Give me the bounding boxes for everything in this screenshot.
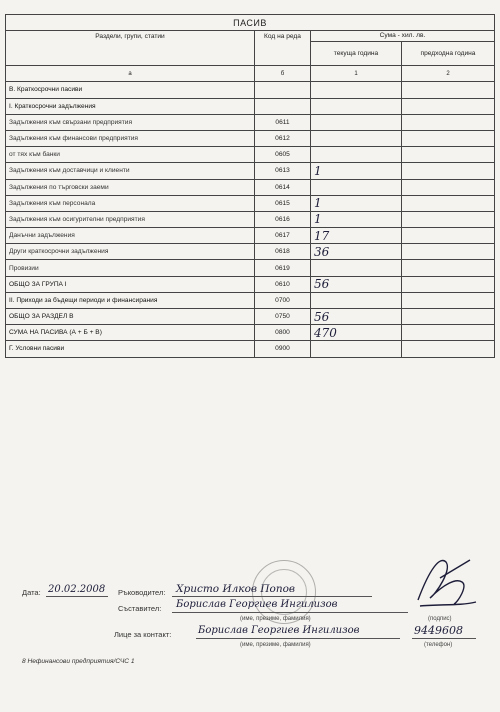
row-label: Данъчни задължения [6, 228, 255, 244]
row-label: Задължения към персонала [6, 195, 255, 211]
row-current [311, 179, 402, 195]
manager-label: Ръководител: [118, 588, 166, 597]
compiler-name: Борислав Георгиев Ингилизов [176, 599, 338, 610]
table-row [6, 114, 495, 130]
letter-1: 1 [311, 66, 402, 82]
row-current [311, 114, 402, 130]
row-previous [402, 211, 495, 227]
row-previous [402, 82, 495, 98]
row-label: В. Краткосрочни пасиви [6, 82, 255, 98]
letter-2: 2 [402, 66, 495, 82]
row-current: 1 [311, 163, 402, 179]
row-label: Задължения към финансови предприятия [6, 130, 255, 146]
row-current: 36 [311, 244, 402, 260]
row-previous [402, 114, 495, 130]
table-row [6, 147, 495, 163]
row-previous [402, 228, 495, 244]
row-previous [402, 163, 495, 179]
row-label: Г. Условни пасиви [6, 341, 255, 357]
row-label: ОБЩО ЗА РАЗДЕЛ В [6, 309, 255, 325]
row-current [311, 98, 402, 114]
row-label: Задължения към доставчици и клиенти [6, 163, 255, 179]
row-current: 1 [311, 195, 402, 211]
row-label: II. Приходи за бъдещи периоди и финансирания [6, 292, 255, 308]
row-current [311, 147, 402, 163]
row-current [311, 260, 402, 276]
row-current [311, 130, 402, 146]
row-previous [402, 130, 495, 146]
row-previous [402, 147, 495, 163]
row-code: 0700 [255, 292, 311, 308]
header-sum: Сума - хил. лв. [311, 31, 495, 42]
row-current: 17 [311, 228, 402, 244]
phone-caption: (телефон) [424, 642, 453, 648]
table-row [6, 82, 495, 98]
row-previous [402, 195, 495, 211]
row-current: 56 [311, 276, 402, 292]
contact-label: Лице за контакт: [114, 630, 172, 639]
row-code: 0605 [255, 147, 311, 163]
row-label: СУМА НА ПАСИВА (А + Б + В) [6, 325, 255, 341]
row-code: 0614 [255, 179, 311, 195]
header-previous-year: предходна година [402, 42, 495, 66]
row-label: I. Краткосрочни задължения [6, 98, 255, 114]
row-previous [402, 276, 495, 292]
date-value: 20.02.2008 [48, 584, 106, 595]
header-sections: Раздели, групи, статии [6, 31, 255, 66]
page-footer: 8 Нефинансови предприятия/СЧС 1 [22, 658, 135, 665]
row-code: 0611 [255, 114, 311, 130]
date-line [46, 596, 108, 597]
row-code: 0610 [255, 276, 311, 292]
row-label: от тях към банки [6, 147, 255, 163]
table-row [6, 130, 495, 146]
signature-scribble [410, 548, 480, 616]
row-label: Други краткосрочни задължения [6, 244, 255, 260]
row-current [311, 341, 402, 357]
contact-name: Борислав Георгиев Ингилизов [198, 625, 360, 636]
row-label: Задължения към осигурителни предприятия [6, 211, 255, 227]
table-row [6, 98, 495, 114]
row-previous [402, 292, 495, 308]
phone-line [412, 638, 476, 639]
row-previous [402, 341, 495, 357]
table-row [6, 292, 495, 308]
letter-a: а [6, 66, 255, 82]
manager-name: Христо Илков Попов [176, 583, 296, 595]
row-current [311, 292, 402, 308]
row-current [311, 82, 402, 98]
table-row [6, 163, 495, 179]
header-code: Код на реда [255, 31, 311, 66]
phone-value: 9449608 [414, 624, 463, 637]
letter-b: б [255, 66, 311, 82]
compiler-label: Съставител: [118, 604, 162, 613]
table-row [6, 195, 495, 211]
row-current: 56 [311, 309, 402, 325]
liabilities-table [5, 14, 495, 358]
row-current: 1 [311, 211, 402, 227]
row-previous [402, 179, 495, 195]
row-code: 0617 [255, 228, 311, 244]
row-previous [402, 325, 495, 341]
row-label: Задължения към свързани предприятия [6, 114, 255, 130]
manager-line [172, 596, 372, 597]
table-row [6, 325, 495, 341]
row-code [255, 82, 311, 98]
name-caption-1: (име, презиме, фамилия) [240, 616, 311, 622]
contact-line [196, 638, 400, 639]
table-row [6, 211, 495, 227]
table-row [6, 244, 495, 260]
compiler-line [172, 612, 408, 613]
row-label: Задължения по търговски заеми [6, 179, 255, 195]
signature-caption: (подпис) [428, 616, 452, 622]
row-label: ОБЩО ЗА ГРУПА I [6, 276, 255, 292]
row-previous [402, 244, 495, 260]
row-code: 0618 [255, 244, 311, 260]
row-code: 0900 [255, 341, 311, 357]
row-previous [402, 260, 495, 276]
row-code: 0800 [255, 325, 311, 341]
row-code: 0615 [255, 195, 311, 211]
table-row [6, 309, 495, 325]
row-previous [402, 98, 495, 114]
row-code: 0612 [255, 130, 311, 146]
header-current-year: текуща година [311, 42, 402, 66]
row-code: 0619 [255, 260, 311, 276]
date-label: Дата: [22, 588, 41, 597]
row-code: 0616 [255, 211, 311, 227]
row-code [255, 98, 311, 114]
row-code: 0613 [255, 163, 311, 179]
table-title: ПАСИВ [6, 15, 495, 31]
table-row [6, 260, 495, 276]
table-row [6, 228, 495, 244]
table-row [6, 179, 495, 195]
name-caption-2: (име, презиме, фамилия) [240, 642, 311, 648]
table-row [6, 276, 495, 292]
table-row [6, 341, 495, 357]
row-code: 0750 [255, 309, 311, 325]
row-current: 470 [311, 325, 402, 341]
row-previous [402, 309, 495, 325]
row-label: Провизии [6, 260, 255, 276]
